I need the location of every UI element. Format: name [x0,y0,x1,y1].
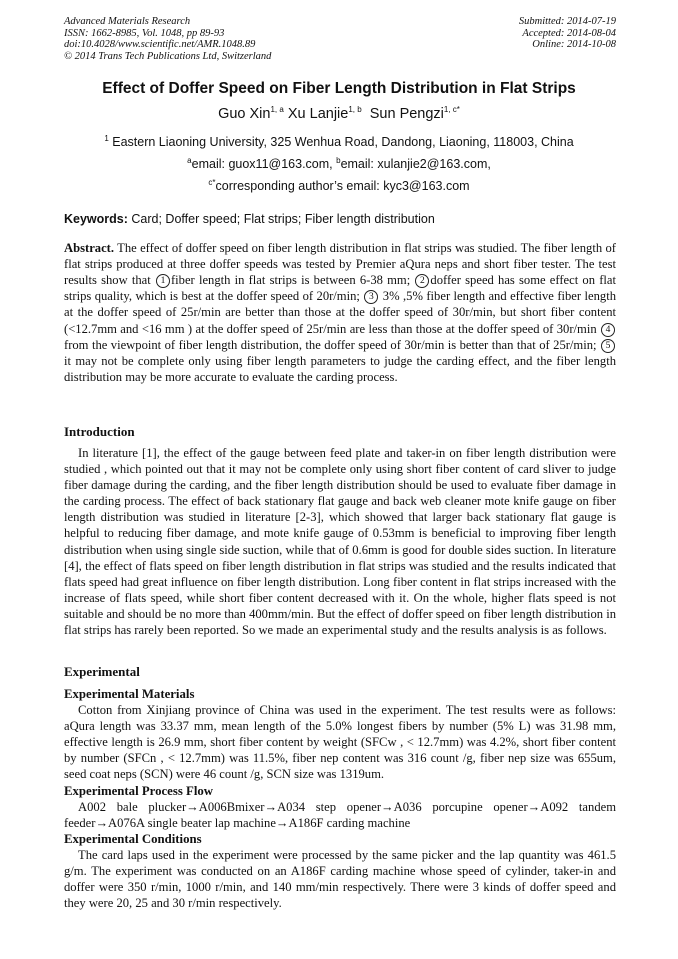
author-name: Guo Xin [218,106,271,122]
abstract [64,240,616,385]
abstract-text: from the viewpoint of fiber length distribution, the doffer speed of 30r/min is better than that of 25r/min; [64,337,597,352]
experimental-body [64,686,616,911]
process-flow-text: A002 bale plucker→A006Bmixer→A034 step opener→A036 porcupine opener→A092 tandem feeder→A076A single beater lap machine→A186F carding machine [64,799,616,830]
conditions-heading: Experimental Conditions [64,831,202,846]
abstract-text: it may not be complete only using fiber length parameters to judge the carding effect, and the fiber length distribution may be more accurate to evaluate the carding process. [64,353,616,384]
affiliation [0,135,678,149]
abstract-label: Abstract. [64,241,115,255]
email-a: email: guox11@163.com, [191,157,337,171]
circled-number: 1 [156,274,170,288]
author-affiliation-mark: 1, c* [443,105,460,115]
email-b: email: xulanjie2@163.com, [340,157,491,171]
email-line-c [0,179,678,193]
email-mark-a: a [187,155,192,165]
copyright-line: © 2014 Trans Tech Publications Ltd, Switzerland [64,50,272,62]
email-line-ab [0,157,678,171]
circled-number: 2 [415,274,429,288]
keywords-text: Card; Doffer speed; Flat strips; Fiber length distribution [131,212,435,226]
issn-line: ISSN: 1662-8985, Vol. 1048, pp 89-93 [64,27,225,39]
keywords [64,212,624,226]
introduction-body [64,445,616,638]
affiliation-text: Eastern Liaoning University, 325 Wenhua Road, Dandong, Liaoning, 118003, China [112,135,574,149]
abstract-text: fiber length in flat strips is between 6-38 mm; [170,273,411,288]
affiliation-mark: 1 [104,133,109,143]
materials-text: Cotton from Xinjiang province of China was used in the experiment. The test results were as follows: aQura length was 33.37 mm, mean length of the 5.0% longest fibers by number (5% L) was 31.98 mm, effective length is 26.9 mm, short fiber content by weight (SFCw , < 12.7mm) was 4.2%, short fiber content by number (SFCn , < 12.7mm) was 11.5%, fiber nep content was 316 count /g, fiber nep size was 655um, seed coat neps (SCN) were 46 count /g, SCN size was 1319um. [64,703,616,782]
abstract-text: 3% ,5% fiber length and effective fiber length at the doffer speed of 25r/min are better than those at the doffer speed of 30r/min, but short fiber content (<12.7mm and <16 mm ) at the doffer speed of 25r/min are less than those at the doffer speed of 30r/min [64,289,617,336]
conditions-text: The card laps used in the experiment were processed by the same picker and the lap quantity was 461.5 g/m. The experiment was conducted on an A186F carding machine whose speed of cylinder, taker-in and doffer were 350 r/min, 1000 r/min, and 140 mm/min respectively. There were 3 kinds of doffer speed and they were 20, 25 and 30 r/min respectively. [64,847,616,911]
materials-heading: Experimental Materials [64,687,195,701]
circled-number: 5 [601,339,615,353]
author-affiliation-mark: 1, a [270,105,284,115]
author-name: Sun Pengzi [369,106,444,122]
email-mark-c: c* [208,177,216,187]
journal-info [64,16,271,62]
circled-number: 4 [601,323,615,337]
email-c: corresponding author’s email: kyc3@163.com [215,179,470,193]
author-affiliation-mark: 1, b [348,105,362,115]
accepted-date: Accepted: 2014-08-04 [522,27,616,39]
abstract-text: The effect of doffer speed on fiber length distribution in flat strips was studied. The fiber length of flat strips produced at three doffer speeds was tested by Premier aQura neps and short fiber tester. The test results show that [64,241,616,288]
process-flow-heading: Experimental Process Flow [64,783,214,798]
online-date: Online: 2014-10-08 [532,39,616,50]
doi-line: doi:10.4028/www.scientific.net/AMR.1048.89 [64,39,256,50]
introduction-heading: Introduction [64,424,135,439]
experimental-heading: Experimental [64,664,140,679]
journal-name: Advanced Materials Research [64,16,191,27]
introduction-text: In literature [1], the effect of the gauge between feed plate and taker-in on fiber length distribution were studied , which pointed out that it may not be complete only using short fiber content of card sliver to judge fiber damage during the carding, and the fiber length distribution should be used to evaluate fiber damage in the carding process. The effect of back stationary flat gauge and back web cleaner mote knife gauge on fiber length distribution was studied in literature [2-3], which showed that larger back stationary flat gauge is helpful to reducing fiber damage, and mote knife gauge of 0.53mm is beneficial to improving fiber length distribution when using single side suction, while that of 0.6mm is good for double sides suction. In literature [4], the effect of flats speed on fiber length distribution in flat strips was studied and the results indicated that flats speed had great influence on fiber length distribution. Long fiber content in flat strips increased with the increase of flats speed, while short fiber content decreased with it. On the whole, higher flats speed is not suitable and should be no more than 400mm/min. But the effect of doffer speed on fiber length distribution in flat strips has rarely been reported. So we made an experimental study and the results analysis is as follows. [64,446,616,638]
author-name: Xu Lanjie [287,106,349,122]
abstract-text: doffer speed has some effect on flat strips quality, which is best at the doffer speed of 20r/min; [64,273,617,304]
submitted-date: Submitted: 2014-07-19 [518,16,616,27]
publication-dates [519,16,616,51]
email-mark-b: b [336,155,341,165]
circled-number: 3 [364,290,378,304]
paper-title: Effect of Doffer Speed on Fiber Length Distribution in Flat Strips [102,80,576,97]
keywords-label: Keywords: [64,212,128,226]
author-list [0,106,678,122]
